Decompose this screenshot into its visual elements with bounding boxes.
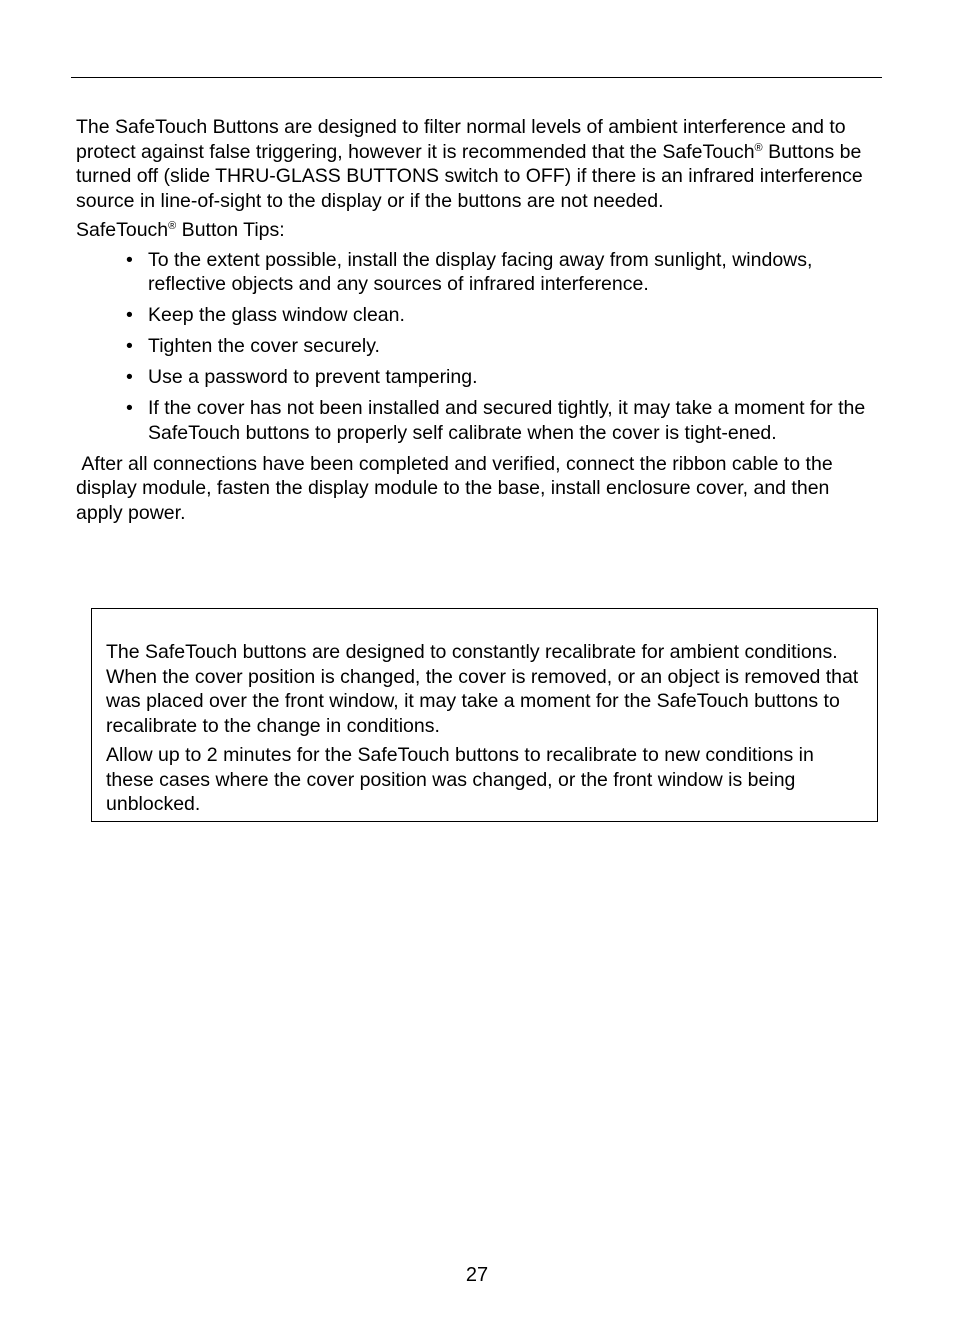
bullet-icon: •	[126, 304, 133, 326]
list-item-text: Tighten the cover securely.	[148, 335, 380, 357]
page-number: 27	[465, 1264, 489, 1286]
list-item	[126, 365, 876, 390]
list-item-text: To the extent possible, install the display facing away from sunlight, windows, reflective objects and any sources of infrared interference.	[148, 248, 813, 295]
note-content	[106, 640, 866, 822]
list-item	[126, 248, 876, 297]
closing-paragraph: After all connections have been completed and verified, connect the ribbon cable to the display module, fasten the display module to the base, install enclosure cover, and then apply power.	[76, 452, 839, 524]
list-item-text: Use a password to prevent tampering.	[148, 366, 478, 388]
tips-list	[76, 248, 876, 446]
intro-text-end: Buttons be turned off (slide THRU-GLASS BUTTONS switch to OFF) if there is an infrared interference source in line-of-sight to the display or if the buttons are not needed.	[76, 140, 863, 212]
bullet-icon: •	[126, 248, 133, 271]
list-item-text: Keep the glass window clean.	[148, 304, 405, 326]
intro-paragraph	[76, 115, 876, 213]
note-box	[91, 608, 878, 822]
registered-mark: ®	[168, 220, 177, 232]
bullet-icon: •	[126, 335, 133, 357]
list-item-text: If the cover has not been installed and secured tightly, it may take a moment for the SafeTouch buttons to properly self calibrate when the cover is tight-ened.	[148, 397, 866, 444]
tips-heading-text: Button Tips:	[176, 219, 285, 241]
intro-text-start: The SafeTouch Buttons are designed to filter normal levels of ambient interference and to protect against false triggering, however it is recommended that the SafeTouch	[76, 116, 846, 163]
header-rule	[71, 77, 882, 78]
list-item	[126, 303, 876, 328]
list-item	[126, 396, 876, 445]
list-item	[126, 334, 876, 359]
bullet-icon: •	[126, 366, 133, 388]
tips-heading	[76, 218, 876, 243]
note-paragraph-1: The SafeTouch buttons are designed to constantly recalibrate for ambient conditions. When the cover position is changed, the cover is removed, or an object is removed that was placed over the front window, it may take a moment for the SafeTouch buttons to recalibrate to the change in conditions.	[106, 641, 859, 737]
bullet-icon: •	[126, 397, 133, 419]
note-paragraph-2: Allow up to 2 minutes for the SafeTouch buttons to recalibrate to new conditions in these cases where the cover position was changed, or the front window is being unblocked.	[106, 744, 814, 815]
page-body	[76, 115, 876, 530]
tips-heading-brand: SafeTouch	[76, 219, 169, 241]
registered-mark: ®	[754, 141, 763, 154]
